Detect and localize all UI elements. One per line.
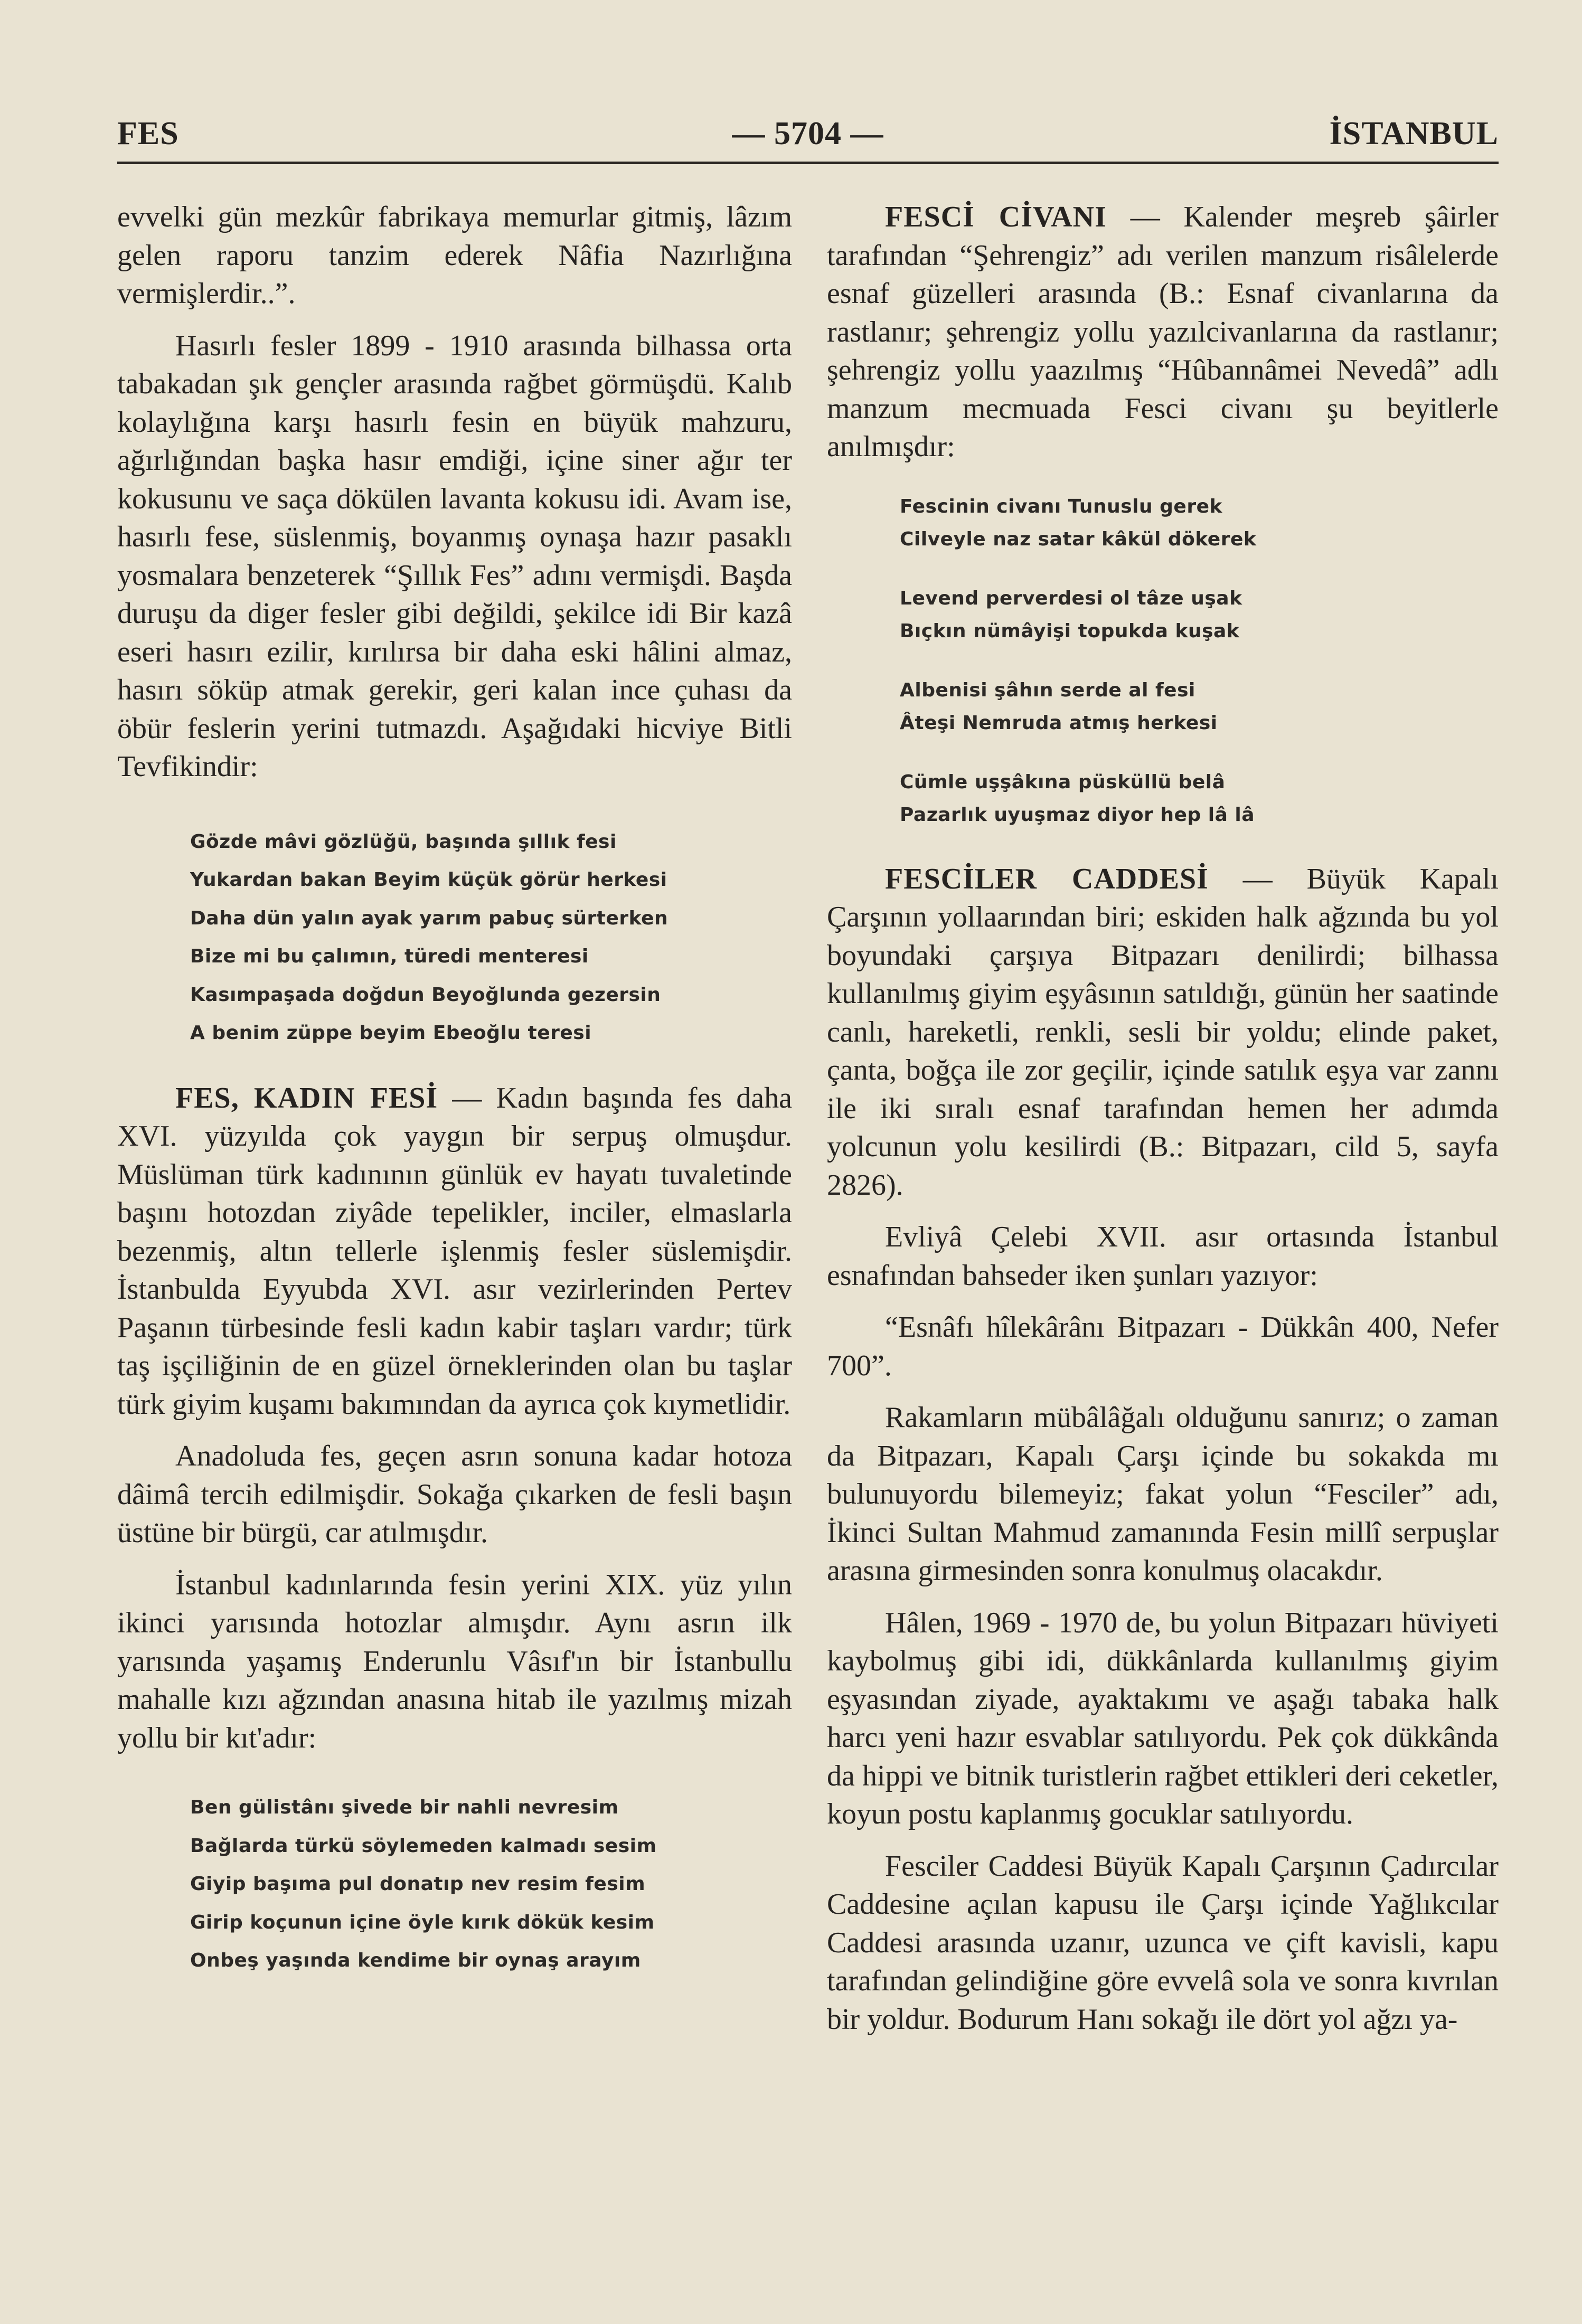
verse-line: Bize mi bu çalımın, türedi menteresi: [190, 946, 589, 967]
verse-line: A benim züppe beyim Ebeoğlu teresi: [190, 1022, 592, 1044]
header-right-title: İSTANBUL: [1329, 116, 1499, 152]
entry-title: FES, KADIN FESİ: [175, 1081, 438, 1114]
verse-line: Bıçkın nümâyişi topukda kuşak: [900, 620, 1240, 642]
verse-line: Ben gülistânı şivede bir nahli nevresim: [190, 1797, 619, 1818]
entry-text: — Kalender meşreb şâirler tarafından “Şehrengiz” adı verilen manzum risâlelerde esnaf güzelleri arasında (B.: Esnaf civanlarına da rastlanır; şehrengiz yollu yazılcivanlarına da rastlanır; şehrengiz yollu yaazılmış “Hûbannâmei Nevedâ” adlı manzum mecmuada Fesci civanı şu beyitlerle anılmışdır:: [827, 201, 1499, 463]
right-column: [827, 198, 1499, 2038]
verse-line: Daha dün yalın ayak yarım pabuç sürterken: [190, 907, 668, 929]
right-para-3: Rakamların mübâlâğalı olduğunu sanırız; o zaman da Bitpazarı, Kapalı Çarşı içinde bu sokakda mı bulunuyordu bilemeyiz; fakat yolun “Fesciler” adı, İkinci Sultan Mahmud zamanında Fesin millî serpuşlar arasına girmesinden sonra konulmuş olacakdır.: [827, 1401, 1499, 1587]
header-left-title: FES: [117, 116, 179, 152]
verse-line: Albenisi şâhın serde al fesi: [900, 679, 1195, 701]
verse-line: Cümle uşşâkına püsküllü belâ: [900, 771, 1226, 793]
header-rule: [117, 162, 1499, 164]
left-para-3: Anadoluda fes, geçen asrın sonuna kadar hotoza dâimâ tercih edilmişdir. Sokağa çıkarken de fesli başın üstüne bir bürgü, car atılmışdır.: [117, 1440, 792, 1549]
left-column: [117, 198, 792, 1980]
verse-line: Âteşi Nemruda atmış herkesi: [900, 712, 1218, 734]
page-number: — 5704 —: [732, 116, 884, 152]
verse-line: Bağlarda türkü söylemeden kalmadı sesim: [190, 1835, 657, 1857]
verse-line: Giyip başıma pul donatıp nev resim fesim: [190, 1873, 646, 1895]
verse-line: Girip koçunun içine öyle kırık dökük kesim: [190, 1911, 655, 1933]
verse-line: Yukardan bakan Beyim küçük görür herkesi: [190, 869, 667, 891]
page-header: [117, 115, 1499, 152]
entry-title: FESCİ CİVANI: [885, 201, 1107, 233]
verse-line: Onbeş yaşında kendime bir oynaş arayım: [190, 1950, 641, 1971]
right-para-1: Evliyâ Çelebi XVII. asır ortasında İstanbul esnafından bahseder iken şunları yazıyor:: [827, 1221, 1499, 1292]
entry-text: — Kadın başında fes daha XVI. yüzyılda çok yaygın bir serpuş olmuşdur. Müslüman türk kadınının günlük ev hayatı tuvaletinde başını hotozdan ziyâde tepelikler, inciler, elmaslarla bezenmiş, altın tellerle işlenmiş fesler süslemişdir. İstanbulda Eyyubda XVI. asır vezirlerinden Pertev Paşanın türbesinde fesli kadın kabir taşları vardır; türk taş işçiliğinin de en güzel örneklerinden olan bu taşlar türk giyim kuşamı bakımından da ayrıca çok kıymetlidir.: [117, 1081, 792, 1421]
verse-line: Levend perverdesi ol tâze uşak: [900, 587, 1242, 609]
verse-kita: [190, 1789, 792, 1980]
entry-fesci-civani: [827, 198, 1499, 466]
left-para-2: Hasırlı fesler 1899 - 1910 arasında bilhassa orta tabakadan şık gençler arasında rağbet görmüşdü. Kalıb kolaylığına karşı hasırlı fesin en büyük mahzuru, ağırlığından başka hasır emdiği, içine siner ağır ter kokusunu ve saça dökülen lavanta kokusu idi. Avam ise, hasırlı fese, süslenmiş, boyanmış oynaşa hazır pasaklı yosmalara benzeterek “Şıllık Fes” adını vermişdi. Başda duruşu da diger fesler gibi değildi, şekilce idi Bir kazâ eseri hasırı ezilir, kırılırsa bir daha eski hâlini almaz, hasırı söküp atmak gerekir, geri kalan ince çuhası da öbür feslerin yerini tutmazdı. Aşağıdaki hicviye Bitli Tevfikindir:: [117, 329, 792, 783]
entry-text: — Büyük Kapalı Çarşının yollaarından biri; eskiden halk ağzında bu yol boyundaki çarşıya Bitpazarı denilirdi; bilhassa kullanılmış giyim eşyâsının satıldığı, günün her saatinde canlı, hareketli, renkli, sesli bir yoldu; elinde paket, çanta, boğça ile zor geçilir, içinde satılık eşya var zannı ile iki sıralı esnaf tarafından hemen her adımda yolcunun yolu kesilirdi (B.: Bitpazarı, cild 5, sayfa 2826).: [827, 862, 1499, 1202]
entry-fes-kadin-fesi: [117, 1079, 792, 1424]
entry-title: FESCİLER CADDESİ: [885, 862, 1209, 895]
right-para-4: Hâlen, 1969 - 1970 de, bu yolun Bitpazarı hüviyeti kaybolmuş gibi idi, dükkânlarda kullanılmış giyim eşyasından ziyade, ayaktakımı ve aşağı tabaka halk harcı yeni hazır esvablar satılıyordu. Pek çok dükkânda da hippi ve bitnik turistlerin rağbet ettikleri deri ceketler, koyun postu kaplanmış gocuklar satılıyordu.: [827, 1606, 1499, 1830]
verse-line: Cilveyle naz satar kâkül dökerek: [900, 528, 1257, 550]
entry-fesciler-caddesi: [827, 860, 1499, 1205]
verse-line: Gözde mâvi gözlüğü, başında şıllık fesi: [190, 830, 617, 853]
verse-hicviye: [190, 823, 792, 1053]
right-para-5: Fesciler Caddesi Büyük Kapalı Çarşının Çadırcılar Caddesine açılan kapusu ile Çarşı içinde Yağlıkcılar Caddesi arasında uzanır, uzunca ve çift kavisli, kapu tarafından gelindiğine göre evvelâ sola ve sonra kıvrılan bir yoldur. Bodurum Hanı sokağı ile dört yol ağzı ya-: [827, 1849, 1499, 2036]
left-para-4: İstanbul kadınlarında fesin yerini XIX. yüz yılın ikinci yarısında hotozlar almışdır. Aynı asrın ilk yarısında yaşamış Enderunlu Vâsıf'ın bir İstanbullu mahalle kızı ağzından anasına hitab ile yazılmış mizah yollu bir kıt'adır:: [117, 1568, 792, 1754]
verse-line: Fescinin civanı Tunuslu gerek: [900, 495, 1222, 517]
verse-line: Pazarlık uyuşmaz diyor hep lâ lâ: [900, 804, 1255, 826]
verse-beyitler: [900, 490, 1499, 832]
verse-line: Kasımpaşada doğdun Beyoğlunda gezersin: [190, 984, 661, 1006]
left-para-1: evvelki gün mezkûr fabrikaya memurlar gitmiş, lâzım gelen raporu tanzim ederek Nâfia Nazırlığına vermişlerdir..”.: [117, 201, 792, 310]
right-para-2: “Esnâfı hîlekârânı Bitpazarı - Dükkân 400, Nefer 700”.: [827, 1311, 1499, 1382]
